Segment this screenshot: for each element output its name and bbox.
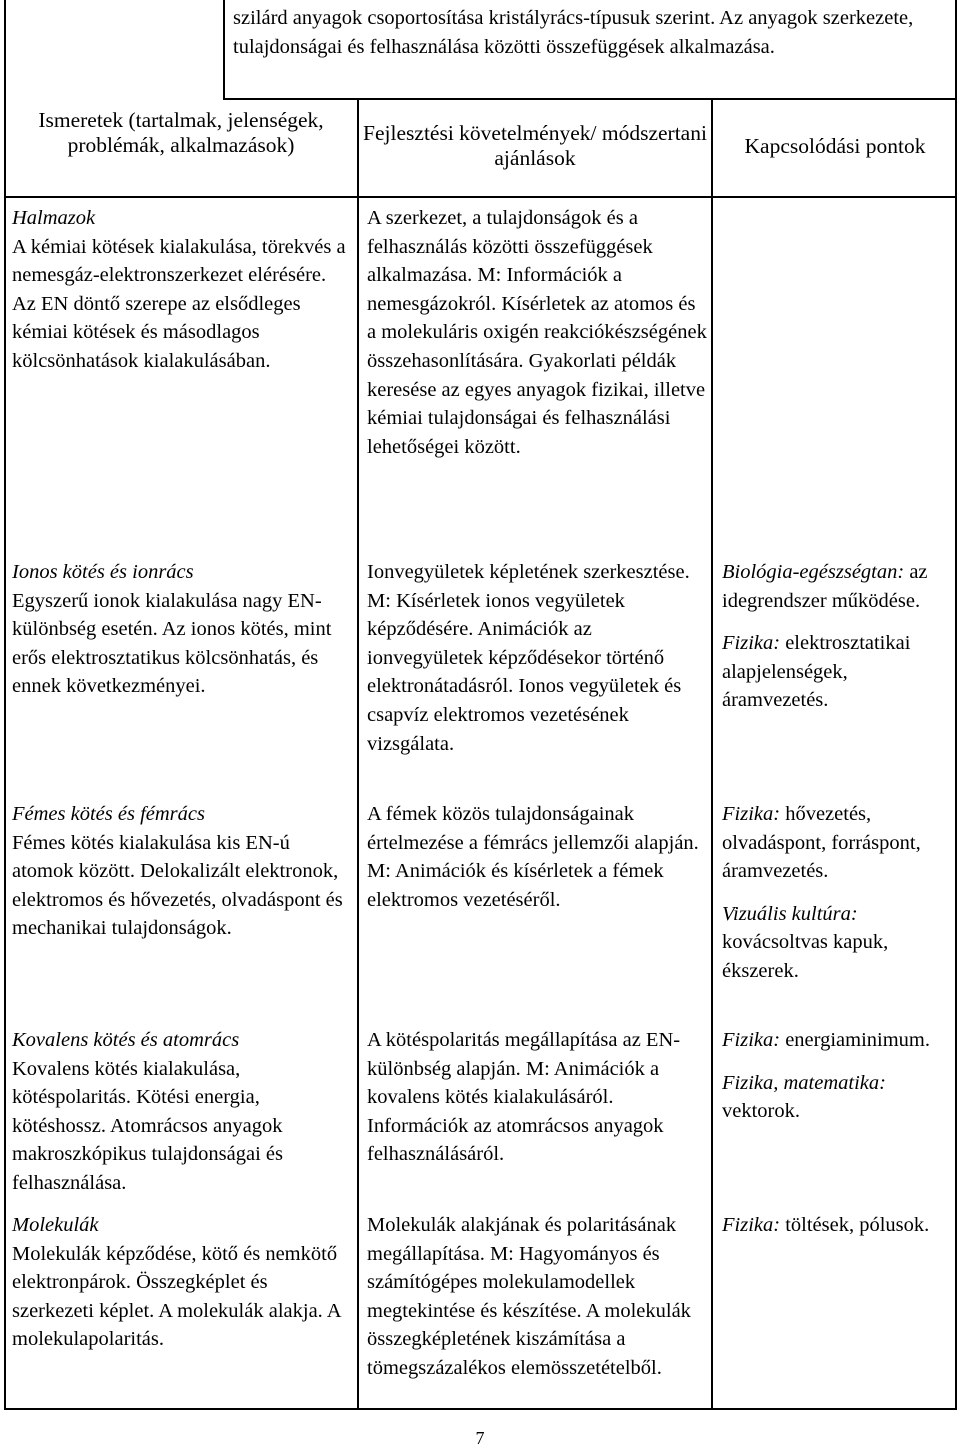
row-title: Kovalens kötés és atomrács <box>12 1029 240 1051</box>
link-item <box>722 1026 954 1055</box>
column-divider-2 <box>711 98 713 1410</box>
row-kovalens-col1 <box>12 1026 354 1198</box>
link-text: energiaminimum. <box>785 1029 931 1051</box>
link-subject: Fizika, matematika: <box>722 1071 886 1094</box>
row-femes-col3 <box>722 800 954 986</box>
column-divider-1 <box>357 98 359 1410</box>
link-subject: Fizika: <box>722 632 781 655</box>
row-pre: Ionvegyületek képletének szerkesztése. <box>367 561 690 583</box>
m-label: M: <box>489 1242 514 1265</box>
row-body: Hagyományos és számítógépes molekulamodellek megtekintése és készítése. A molekulák összegképletének kiszámítása a tömegszázalékos elemösszetételből. <box>367 1242 691 1379</box>
link-subject: Fizika: <box>722 803 781 825</box>
row-molekulak-col3 <box>722 1211 954 1240</box>
row-body: A kémiai kötések kialakulása, törekvés a nemesgáz-elektronszerkezet elérésére. Az EN döntő szerepe az elsődleges kémiai kötések és másodlagos kölcsönhatások kialakulásában. <box>12 235 346 372</box>
link-item <box>722 629 954 715</box>
link-text: kovácsoltvas kapuk, ékszerek. <box>722 931 889 982</box>
row-kovalens-col2 <box>367 1026 707 1169</box>
row-body: Animációk a kovalens kötés kialakulásáról. Információk az atomrácsos anyagok felhasználásáról. <box>367 1057 664 1166</box>
row-divider-intro <box>223 98 957 100</box>
column-divider-left <box>223 0 225 100</box>
row-body: Információk a nemesgázokról. Kísérletek az atomos és a molekuláris oxigén reakciókészségének összehasonlítására. Gyakorlati példák keresése az egyes anyagok fizikai, illetve kémiai tulajdonságai és felhasználási lehetőségei között. <box>367 264 707 458</box>
intro-text: szilárd anyagok csoportosítása kristályrács-típusuk szerint. Az anyagok szerkezete, tulajdonságai és felhasználása közötti összefüggések alkalmazása. <box>233 7 914 58</box>
link-subject: Biológia-egészségtan: <box>722 561 905 583</box>
row-body: Kovalens kötés kialakulása, kötéspolaritás. Kötési energia, kötéshossz. Atomrácsos anyagok makroszkópikus tulajdonságai és felhasználása. <box>12 1057 284 1194</box>
row-pre: A fémek közös tulajdonságainak értelmezése a fémrács jellemzői alapján. <box>367 803 699 854</box>
link-text: töltések, pólusok. <box>785 1214 930 1236</box>
row-body: Egyszerű ionok kialakulása nagy EN-különbség esetén. Az ionos kötés, mint erős elektrosztatikus kölcsönhatás, és ennek következményei. <box>12 589 332 698</box>
link-text: elektrosztatikai alapjelenségek, áramvezetés. <box>722 632 911 712</box>
link-item <box>722 1069 954 1126</box>
row-pre: A szerkezet, a tulajdonságok és a felhasználás közötti összefüggések alkalmazása. <box>367 207 653 287</box>
row-halmazok-col1 <box>12 204 354 376</box>
row-halmazok-col2 <box>367 204 707 461</box>
link-subject: Fizika: <box>722 1214 781 1236</box>
row-title: Fémes kötés és fémrács <box>12 803 205 825</box>
row-ionos-col2 <box>367 558 707 758</box>
row-title: Molekulák <box>12 1214 99 1236</box>
row-body: Molekulák képződése, kötő és nemkötő elektronpárok. Összegképlet és szerkezeti képlet. A molekulák alakja. A molekulapolaritás. <box>12 1242 341 1351</box>
row-femes-col2 <box>367 800 707 914</box>
link-text: az idegrendszer működése. <box>722 561 928 612</box>
row-body: Fémes kötés kialakulása kis EN-ú atomok között. Delokalizált elektronok, elektromos és hővezetés, olvadáspont és mechanikai tulajdonságok. <box>12 831 343 940</box>
link-item <box>722 900 954 986</box>
row-femes-col1 <box>12 800 354 943</box>
link-item <box>722 800 954 886</box>
row-body: Kísérletek ionos vegyületek képződésére. Animációk az ionvegyületek képződésekor történő elektronátadásról. Ionos vegyületek és csapvíz elektromos vezetésének vizsgálata. <box>367 589 682 755</box>
row-kovalens-col3 <box>722 1026 954 1126</box>
page-number: 7 <box>475 1428 485 1448</box>
link-item <box>722 1211 954 1240</box>
row-title: Halmazok <box>12 207 96 229</box>
link-subject: Fizika: <box>722 1029 781 1051</box>
row-molekulak-col1 <box>12 1211 354 1354</box>
link-item <box>722 558 954 615</box>
m-label: M: <box>477 264 502 287</box>
row-ionos-col1 <box>12 558 354 701</box>
m-label: M: <box>367 860 391 883</box>
link-text: vektorok. <box>722 1100 800 1123</box>
header-col2: Fejlesztési követelmények/ módszertani ajánlások <box>363 121 707 170</box>
row-pre: Molekulák alakjának és polaritásának megállapítása. <box>367 1214 677 1265</box>
row-title: Ionos kötés és ionrács <box>12 561 194 583</box>
m-label: M: <box>367 589 391 612</box>
link-subject: Vizuális kultúra: <box>722 902 858 925</box>
row-ionos-col3 <box>722 558 954 715</box>
row-pre: A kötéspolaritás megállapítása az EN-különbség alapján. <box>367 1029 681 1080</box>
link-text: hővezetés, olvadáspont, forráspont, áramvezetés. <box>722 803 921 883</box>
header-col1: Ismeretek (tartalmak, jelenségek, problémák, alkalmazások) <box>38 108 324 157</box>
row-divider-header <box>4 196 957 198</box>
m-label: M: <box>525 1057 550 1080</box>
row-body: Animációk és kísérletek a fémek elektromos vezetéséről. <box>367 860 664 911</box>
row-molekulak-col2 <box>367 1211 707 1383</box>
header-col3: Kapcsolódási pontok <box>744 134 926 158</box>
